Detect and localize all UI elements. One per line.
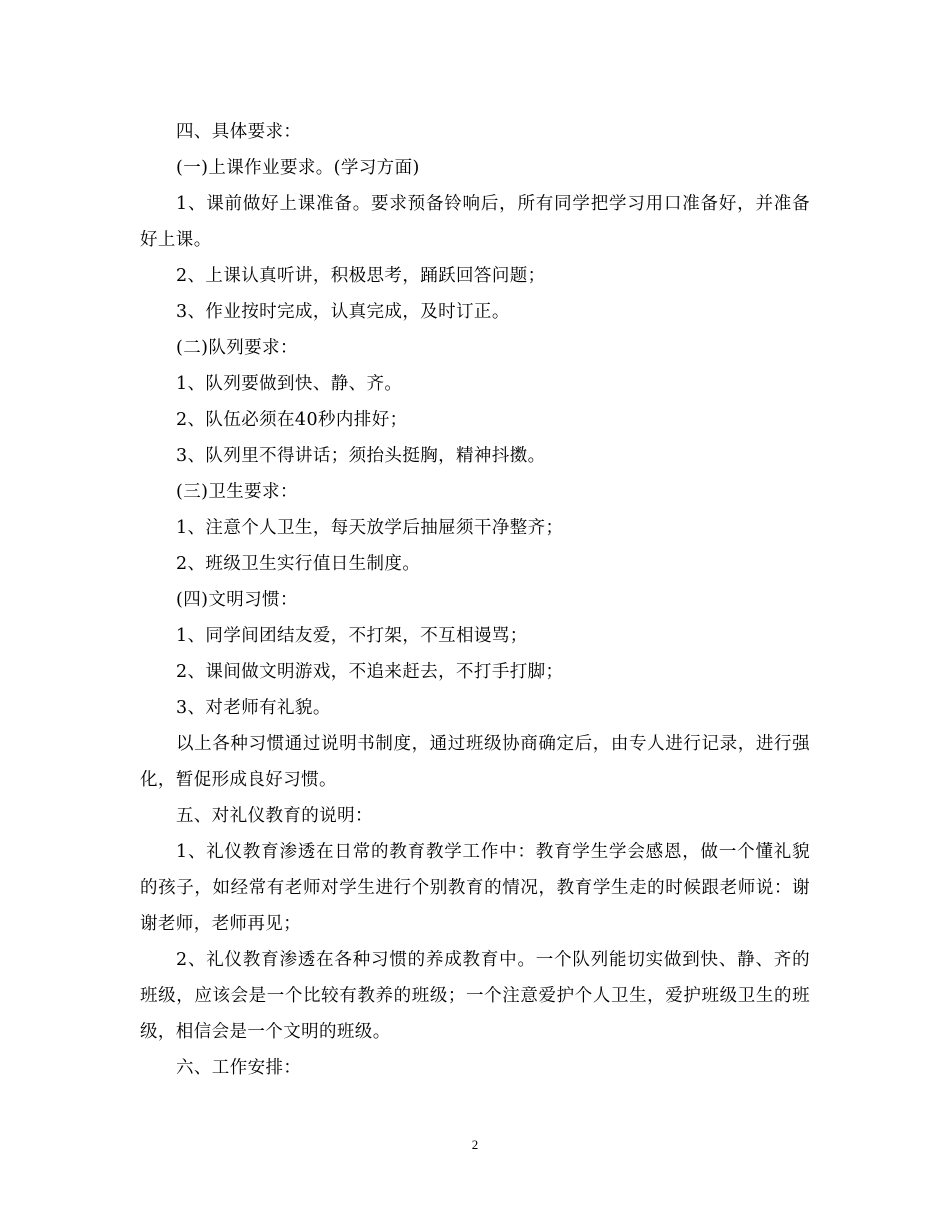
section-heading-4: 四、具体要求： xyxy=(176,122,302,142)
body-paragraph: 以上各种习惯通过说明书制度，通过班级协商确定后，由专人进行记录，进行强化，暂促形成良好习惯。 xyxy=(140,734,810,790)
list-item: 2、班级卫生实行值日生制度。 xyxy=(176,554,421,574)
list-item: 2、礼仪教育渗透在各种习惯的养成教育中。一个队列能切实做到快、静、齐的班级，应该会是一个比较有教养的班级；一个注意爱护个人卫生，爱护班级卫生的班级，相信会是一个文明的班级。 xyxy=(140,950,810,1042)
section-heading-5: 五、对礼仪教育的说明： xyxy=(176,806,373,826)
subsection-heading-civility: (四)文明习惯： xyxy=(176,590,298,610)
list-item: 2、上课认真听讲，积极思考，踊跃回答问题； xyxy=(176,266,546,286)
list-item: 3、作业按时完成，认真完成，及时订正。 xyxy=(176,302,510,322)
list-item: 1、同学间团结友爱，不打架，不互相谩骂； xyxy=(176,626,528,646)
list-item: 3、对老师有礼貌。 xyxy=(176,698,331,718)
list-item: 3、队列里不得讲话；须抬头挺胸，精神抖擞。 xyxy=(176,446,546,466)
list-item: 1、注意个人卫生，每天放学后抽屉须干净整齐； xyxy=(176,518,564,538)
page-number: 2 xyxy=(471,1137,479,1152)
subsection-heading-hygiene: (三)卫生要求： xyxy=(176,482,298,502)
list-item: 1、课前做好上课准备。要求预备铃响后，所有同学把学习用口准备好，并准备好上课。 xyxy=(140,194,810,250)
list-item: 2、队伍必须在40秒内排好； xyxy=(176,410,408,430)
section-heading-6: 六、工作安排： xyxy=(176,1058,302,1078)
list-item: 1、队列要做到快、静、齐。 xyxy=(176,374,403,394)
list-item: 2、课间做文明游戏，不追来赶去，不打手打脚； xyxy=(176,662,564,682)
subsection-heading-study: (一)上课作业要求。(学习方面) xyxy=(176,158,420,178)
subsection-heading-queue: (二)队列要求： xyxy=(176,338,298,358)
list-item: 1、礼仪教育渗透在日常的教育教学工作中：教育学生学会感恩，做一个懂礼貌的孩子，如经常有老师对学生进行个别教育的情况，教育学生走的时候跟老师说：谢谢老师，老师再见； xyxy=(140,842,810,934)
document-body xyxy=(140,114,810,1086)
